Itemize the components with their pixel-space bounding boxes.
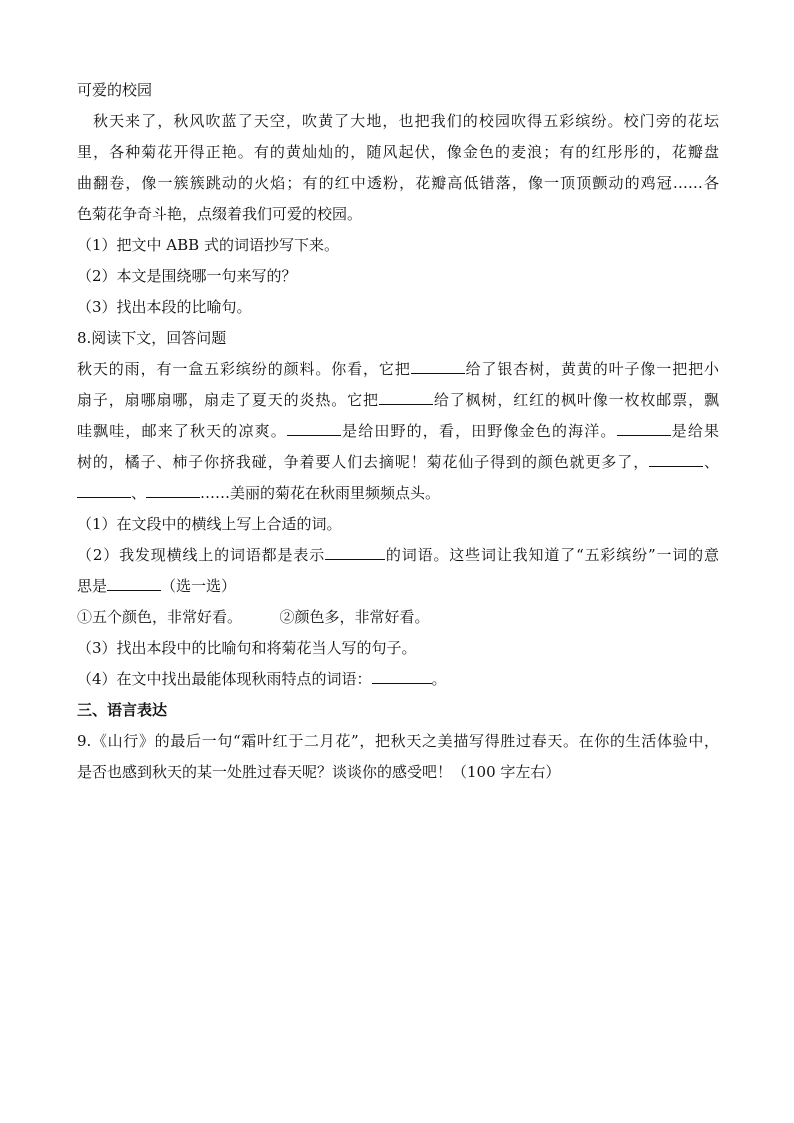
answer-blank[interactable] (372, 669, 432, 684)
answer-blank[interactable] (77, 483, 131, 498)
answer-blank[interactable] (379, 390, 433, 405)
question-title: 8.阅读下文，回答问题 (77, 329, 227, 347)
section-heading: 三、语言表达 (77, 701, 168, 719)
question-item: （4）在文中找出最能体现秋雨特点的词语： 。 (77, 670, 447, 688)
passage-line: 、 ……美丽的菊花在秋雨里频频点头。 (77, 483, 719, 505)
answer-blank[interactable] (287, 421, 341, 436)
question-item: （1）在文段中的横线上写上合适的词。 (77, 515, 342, 533)
question-item: 9.《山行》的最后一句“霜叶红于二月花”，把秋天之美描写得胜过春天。在你的生活体验中， (77, 732, 719, 750)
question-item: （3）找出本段中的比喻句和将菊花当人写的句子。 (77, 639, 417, 657)
passage-line: 哇飘哇，邮来了秋天的凉爽。 是给田野的，看，田野像金色的海洋。 是给果 (77, 422, 719, 440)
answer-blank[interactable] (146, 483, 200, 498)
question-item: （1）把文中 ABB 式的词语抄写下来。 (77, 236, 339, 254)
passage-line: 树的，橘子、柿子你挤我碰，争着要人们去摘呢！菊花仙子得到的颜色就更多了， 、 (77, 453, 719, 471)
passage-line: 色菊花争奇斗艳，点缀着我们可爱的校园。 (77, 205, 363, 223)
passage-line: 秋天的雨，有一盒五彩缤纷的颜料。你看，它把 给了银杏树，黄黄的叶子像一把把小 (77, 360, 719, 378)
passage-line: 里，各种菊花开得正艳。有的黄灿灿的，随风起伏，像金色的麦浪；有的红彤彤的，花瓣盘 (77, 143, 719, 161)
question-item: 思是 （选一选） (77, 577, 237, 595)
answer-blank[interactable] (107, 576, 161, 591)
question-item: （2）我发现横线上的词语都是表示 的词语。这些词让我知道了“五彩缤纷”一词的意 (77, 546, 719, 564)
question-item: （3）找出本段的比喻句。 (77, 298, 252, 316)
question-item: （2）本文是围绕哪一句来写的？ (77, 267, 297, 285)
answer-blank[interactable] (649, 452, 703, 467)
answer-options: ①五个颜色，非常好看。 ②颜色多，非常好看。 (77, 608, 430, 626)
answer-blank[interactable] (617, 421, 671, 436)
answer-blank[interactable] (325, 545, 385, 560)
passage-line: 扇子，扇哪扇哪，扇走了夏天的炎热。它把 给了枫树，红红的枫叶像一枚枚邮票，飘 (77, 391, 719, 409)
question-item: 是否也感到秋天的某一处胜过春天呢？谈谈你的感受吧！（100 字左右） (77, 763, 561, 781)
passage-title: 可爱的校园 (77, 81, 153, 99)
passage-line: 曲翻卷，像一簇簇跳动的火焰；有的红中透粉，花瓣高低错落，像一顶顶颤动的鸡冠……各 (77, 174, 719, 192)
passage-line: 秋天来了，秋风吹蓝了天空，吹黄了大地，也把我们的校园吹得五彩缤纷。校门旁的花坛 (93, 112, 719, 130)
answer-blank[interactable] (411, 359, 465, 374)
